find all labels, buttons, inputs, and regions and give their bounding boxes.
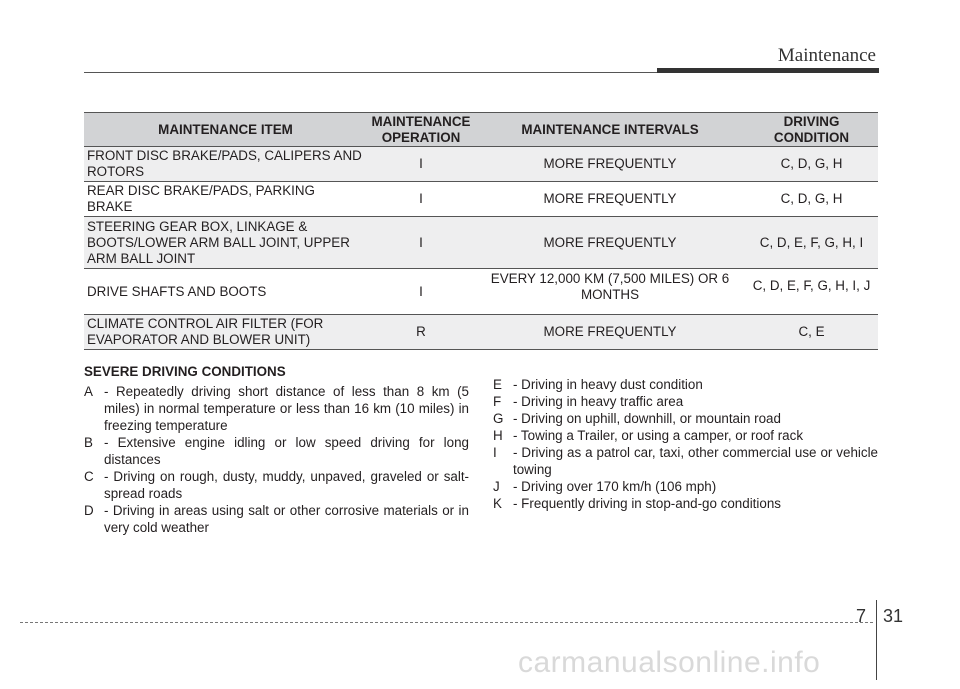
condition-key: C (84, 469, 94, 484)
condition-key: G (493, 411, 504, 426)
row-interval: EVERY 12,000 KM (7,500 MILES) OR 6 MONTHS (475, 269, 745, 315)
condition-item (493, 478, 878, 495)
condition-text: - Frequently driving in stop-and-go conditions (513, 496, 781, 511)
condition-text: - Driving on uphill, downhill, or mountain road (513, 411, 781, 426)
condition-item (493, 410, 878, 427)
row-item: FRONT DISC BRAKE/PADS, CALIPERS AND ROTORS (84, 147, 367, 182)
condition-text: - Driving as a patrol car, taxi, other commercial use or vehicle towing (513, 445, 878, 477)
condition-key: J (493, 479, 500, 494)
row-condition: C, D, G, H (745, 182, 878, 217)
row-operation: R (367, 315, 475, 350)
condition-key: E (493, 377, 502, 392)
header-maintenance-operation: MAINTENANCE OPERATION (367, 113, 475, 147)
table-row (84, 147, 878, 182)
header-driving-condition: DRIVING CONDITION (745, 113, 878, 147)
row-condition: C, E (745, 315, 878, 350)
footer-divider (876, 600, 877, 680)
condition-text: - Extensive engine idling or low speed driving for long distances (104, 435, 469, 467)
header-rule-accent (657, 68, 879, 73)
row-interval: MORE FREQUENTLY (475, 182, 745, 217)
condition-item (493, 427, 878, 444)
row-condition: C, D, E, F, G, H, I (745, 217, 878, 269)
condition-key: B (84, 435, 93, 450)
row-condition: C, D, G, H (745, 147, 878, 182)
row-item: STEERING GEAR BOX, LINKAGE & BOOTS/LOWER ARM BALL JOINT, UPPER ARM BALL JOINT (84, 217, 367, 269)
condition-item (493, 444, 878, 478)
row-operation: I (367, 269, 475, 315)
footer-rule (20, 622, 873, 623)
row-operation: I (367, 217, 475, 269)
watermark: carmanualsonline.info (518, 646, 821, 679)
row-item: REAR DISC BRAKE/PADS, PARKING BRAKE (84, 182, 367, 217)
table-row (84, 269, 878, 315)
row-interval: MORE FREQUENTLY (475, 217, 745, 269)
condition-key: F (493, 394, 502, 409)
row-condition: C, D, E, F, G, H, I, J (745, 269, 878, 315)
condition-text: - Driving over 170 km/h (106 mph) (513, 479, 717, 494)
condition-item (493, 393, 878, 410)
condition-key: A (84, 384, 93, 399)
condition-text: - Driving in heavy dust condition (513, 377, 703, 392)
table-header-row (84, 113, 878, 147)
page-number: 31 (883, 606, 904, 626)
severe-conditions-title: SEVERE DRIVING CONDITIONS (84, 364, 286, 379)
condition-text: - Driving on rough, dusty, muddy, unpaved, graveled or salt-spread roads (104, 469, 469, 501)
maintenance-table (84, 112, 878, 350)
row-item: CLIMATE CONTROL AIR FILTER (FOR EVAPORATOR AND BLOWER UNIT) (84, 315, 367, 350)
header-maintenance-item: MAINTENANCE ITEM (84, 113, 367, 147)
chapter-number: 7 (856, 606, 867, 626)
condition-item (84, 383, 469, 434)
condition-item (84, 468, 469, 502)
page-section-title: Maintenance (777, 45, 876, 66)
row-item: DRIVE SHAFTS AND BOOTS (84, 269, 367, 315)
condition-text: - Driving in areas using salt or other corrosive materials or in very cold weather (104, 503, 469, 535)
condition-item (84, 434, 469, 468)
table-row (84, 217, 878, 269)
condition-key: I (493, 445, 497, 460)
severe-conditions-left-column (84, 363, 469, 536)
table-row (84, 182, 878, 217)
condition-text: - Towing a Trailer, or using a camper, or roof rack (513, 428, 804, 443)
condition-item (493, 495, 878, 512)
table-row (84, 315, 878, 350)
condition-item (493, 376, 878, 393)
condition-text: - Repeatedly driving short distance of less than 8 km (5 miles) in normal temperature or less than 16 km (10 miles) in freezing temperature (104, 384, 469, 433)
row-interval: MORE FREQUENTLY (475, 315, 745, 350)
condition-item (84, 502, 469, 536)
row-operation: I (367, 182, 475, 217)
severe-conditions-right-column (493, 376, 878, 512)
header-maintenance-intervals: MAINTENANCE INTERVALS (475, 113, 745, 147)
row-interval: MORE FREQUENTLY (475, 147, 745, 182)
condition-key: H (493, 428, 503, 443)
condition-key: D (84, 503, 94, 518)
row-operation: I (367, 147, 475, 182)
condition-key: K (493, 496, 502, 511)
condition-text: - Driving in heavy traffic area (513, 394, 684, 409)
